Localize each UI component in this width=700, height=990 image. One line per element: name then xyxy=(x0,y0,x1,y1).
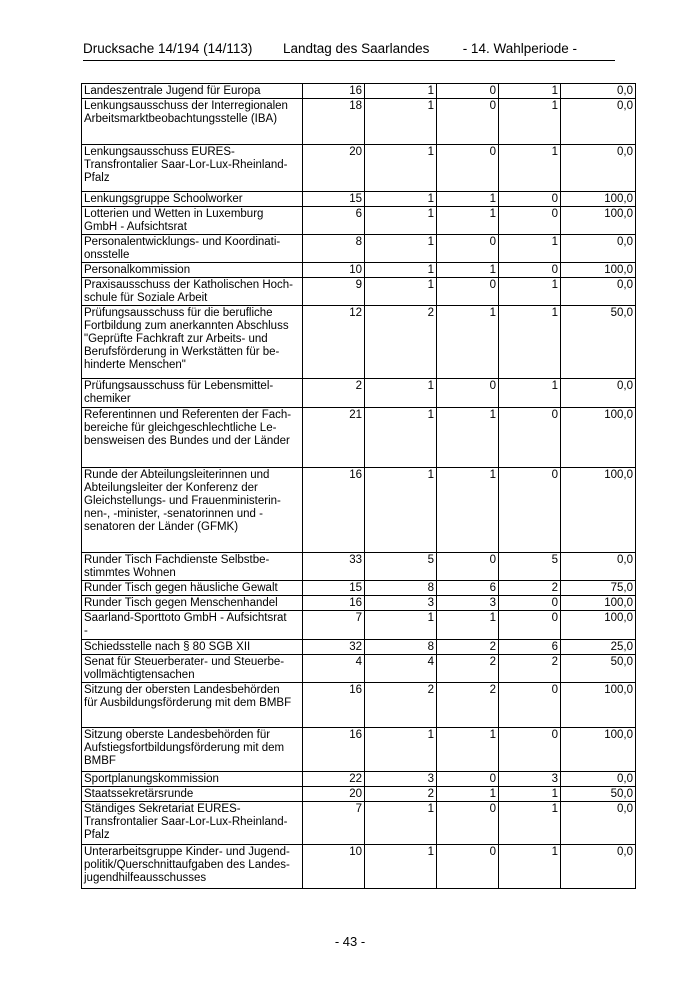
committee-name-cell: Runde der Abteilungsleiterinnen und Abteilungsleiter der Konferenz der Gleichstellungs- und Frauenministerin- nen-, -minister, -senatorinnen und - senatoren der Länder (GFMK) xyxy=(82,468,303,553)
value-cell-2: 1 xyxy=(365,468,437,553)
value-cell-3: 0 xyxy=(437,235,499,263)
value-cell-1: 22 xyxy=(303,772,365,787)
committee-name-cell: Sitzung oberste Landesbehörden für Aufstiegsfortbildungsförderung mit dem BMBF xyxy=(82,728,303,772)
value-cell-3: 1 xyxy=(437,263,499,278)
value-cell-4: 6 xyxy=(499,640,561,655)
value-cell-1: 16 xyxy=(303,84,365,99)
value-cell-4: 3 xyxy=(499,772,561,787)
value-cell-2: 8 xyxy=(365,581,437,596)
value-cell-4: 0 xyxy=(499,408,561,468)
value-cell-1: 18 xyxy=(303,99,365,145)
table-row xyxy=(82,278,636,306)
value-cell-4: 0 xyxy=(499,263,561,278)
percent-cell: 50,0 xyxy=(561,306,636,379)
committee-name-cell: Saarland-Sporttoto GmbH - Aufsichtsrat - xyxy=(82,611,303,640)
value-cell-4: 1 xyxy=(499,99,561,145)
table-row xyxy=(82,802,636,845)
value-cell-4: 1 xyxy=(499,845,561,889)
value-cell-3: 1 xyxy=(437,787,499,802)
table-row xyxy=(82,84,636,99)
value-cell-3: 1 xyxy=(437,306,499,379)
committee-name-cell: Unterarbeitsgruppe Kinder- und Jugend- politik/Querschnittaufgaben des Landes- jugendhilfeausschusses xyxy=(82,845,303,889)
value-cell-2: 2 xyxy=(365,306,437,379)
table-row xyxy=(82,845,636,889)
value-cell-3: 0 xyxy=(437,99,499,145)
value-cell-1: 10 xyxy=(303,845,365,889)
percent-cell: 25,0 xyxy=(561,640,636,655)
value-cell-1: 6 xyxy=(303,207,365,235)
value-cell-3: 3 xyxy=(437,596,499,611)
table-row xyxy=(82,787,636,802)
document-number: Drucksache 14/194 (14/113) xyxy=(83,41,253,56)
value-cell-4: 1 xyxy=(499,278,561,306)
value-cell-4: 1 xyxy=(499,787,561,802)
value-cell-1: 33 xyxy=(303,553,365,581)
value-cell-1: 9 xyxy=(303,278,365,306)
committee-name-cell: Personalkommission xyxy=(82,263,303,278)
value-cell-4: 0 xyxy=(499,596,561,611)
percent-cell: 100,0 xyxy=(561,728,636,772)
value-cell-3: 1 xyxy=(437,611,499,640)
table-row xyxy=(82,683,636,728)
table-row xyxy=(82,553,636,581)
value-cell-1: 16 xyxy=(303,468,365,553)
value-cell-3: 0 xyxy=(437,145,499,192)
percent-cell: 100,0 xyxy=(561,207,636,235)
value-cell-4: 0 xyxy=(499,611,561,640)
committee-name-cell: Sportplanungskommission xyxy=(82,772,303,787)
value-cell-1: 15 xyxy=(303,581,365,596)
percent-cell: 100,0 xyxy=(561,683,636,728)
table-row xyxy=(82,640,636,655)
value-cell-1: 2 xyxy=(303,379,365,408)
value-cell-3: 1 xyxy=(437,728,499,772)
committee-name-cell: Runder Tisch Fachdienste Selbstbe- stimmtes Wohnen xyxy=(82,553,303,581)
value-cell-2: 2 xyxy=(365,683,437,728)
percent-cell: 50,0 xyxy=(561,787,636,802)
value-cell-4: 0 xyxy=(499,207,561,235)
committee-name-cell: Prüfungsausschuss für die berufliche Fortbildung zum anerkannten Abschluss "Geprüfte Fachkraft zur Arbeits- und Berufsförderung in Werkstätten für be- hinderte Menschen" xyxy=(82,306,303,379)
value-cell-4: 1 xyxy=(499,145,561,192)
value-cell-2: 5 xyxy=(365,553,437,581)
value-cell-1: 16 xyxy=(303,596,365,611)
value-cell-3: 0 xyxy=(437,379,499,408)
value-cell-3: 1 xyxy=(437,468,499,553)
table-row xyxy=(82,99,636,145)
percent-cell: 0,0 xyxy=(561,145,636,192)
page-number: - 43 - xyxy=(334,934,366,949)
value-cell-2: 1 xyxy=(365,99,437,145)
table-row xyxy=(82,728,636,772)
table-row xyxy=(82,611,636,640)
value-cell-4: 0 xyxy=(499,192,561,207)
value-cell-4: 1 xyxy=(499,235,561,263)
value-cell-4: 2 xyxy=(499,655,561,683)
value-cell-3: 1 xyxy=(437,207,499,235)
committee-name-cell: Sitzung der obersten Landesbehörden für Ausbildungsförderung mit dem BMBF xyxy=(82,683,303,728)
value-cell-3: 0 xyxy=(437,84,499,99)
value-cell-1: 4 xyxy=(303,655,365,683)
value-cell-4: 1 xyxy=(499,802,561,845)
value-cell-3: 0 xyxy=(437,278,499,306)
committee-name-cell: Lenkungsausschuss der Interregionalen Arbeitsmarktbeobachtungsstelle (IBA) xyxy=(82,99,303,145)
value-cell-1: 15 xyxy=(303,192,365,207)
committee-name-cell: Lotterien und Wetten in Luxemburg GmbH - Aufsichtsrat xyxy=(82,207,303,235)
value-cell-2: 2 xyxy=(365,787,437,802)
value-cell-2: 1 xyxy=(365,263,437,278)
value-cell-2: 1 xyxy=(365,145,437,192)
percent-cell: 0,0 xyxy=(561,235,636,263)
table-row xyxy=(82,379,636,408)
value-cell-3: 6 xyxy=(437,581,499,596)
value-cell-1: 12 xyxy=(303,306,365,379)
value-cell-4: 1 xyxy=(499,379,561,408)
committee-name-cell: Personalentwicklungs- und Koordinati- onsstelle xyxy=(82,235,303,263)
percent-cell: 0,0 xyxy=(561,845,636,889)
committee-name-cell: Runder Tisch gegen häusliche Gewalt xyxy=(82,581,303,596)
percent-cell: 0,0 xyxy=(561,84,636,99)
value-cell-2: 1 xyxy=(365,845,437,889)
value-cell-4: 0 xyxy=(499,683,561,728)
value-cell-3: 0 xyxy=(437,772,499,787)
value-cell-3: 0 xyxy=(437,802,499,845)
committee-name-cell: Praxisausschuss der Katholischen Hoch- schule für Soziale Arbeit xyxy=(82,278,303,306)
percent-cell: 100,0 xyxy=(561,263,636,278)
committee-name-cell: Lenkungsgruppe Schoolworker xyxy=(82,192,303,207)
value-cell-4: 5 xyxy=(499,553,561,581)
percent-cell: 100,0 xyxy=(561,611,636,640)
value-cell-3: 2 xyxy=(437,655,499,683)
committee-name-cell: Referentinnen und Referenten der Fach- bereiche für gleichgeschlechtliche Le- bensweisen des Bundes und der Länder xyxy=(82,408,303,468)
value-cell-1: 21 xyxy=(303,408,365,468)
value-cell-4: 1 xyxy=(499,306,561,379)
value-cell-2: 1 xyxy=(365,235,437,263)
value-cell-2: 1 xyxy=(365,611,437,640)
percent-cell: 75,0 xyxy=(561,581,636,596)
value-cell-1: 7 xyxy=(303,802,365,845)
table-row xyxy=(82,145,636,192)
table-row xyxy=(82,408,636,468)
parliament-name: Landtag des Saarlandes xyxy=(283,41,430,56)
value-cell-4: 0 xyxy=(499,468,561,553)
percent-cell: 100,0 xyxy=(561,468,636,553)
table-row xyxy=(82,235,636,263)
table-row xyxy=(82,306,636,379)
value-cell-2: 1 xyxy=(365,278,437,306)
percent-cell: 50,0 xyxy=(561,655,636,683)
value-cell-1: 7 xyxy=(303,611,365,640)
percent-cell: 0,0 xyxy=(561,99,636,145)
value-cell-3: 0 xyxy=(437,845,499,889)
committee-name-cell: Runder Tisch gegen Menschenhandel xyxy=(82,596,303,611)
percent-cell: 100,0 xyxy=(561,192,636,207)
percent-cell: 0,0 xyxy=(561,772,636,787)
value-cell-3: 0 xyxy=(437,553,499,581)
value-cell-3: 1 xyxy=(437,192,499,207)
value-cell-3: 2 xyxy=(437,683,499,728)
table-row xyxy=(82,192,636,207)
committee-table xyxy=(81,83,636,889)
value-cell-1: 16 xyxy=(303,728,365,772)
value-cell-1: 20 xyxy=(303,145,365,192)
committee-name-cell: Schiedsstelle nach § 80 SGB XII xyxy=(82,640,303,655)
value-cell-2: 3 xyxy=(365,772,437,787)
legislative-period: - 14. Wahlperiode - xyxy=(462,41,577,56)
committee-name-cell: Ständiges Sekretariat EURES- Transfrontalier Saar-Lor-Lux-Rheinland- Pfalz xyxy=(82,802,303,845)
committee-name-cell: Lenkungsausschuss EURES- Transfrontalier Saar-Lor-Lux-Rheinland- Pfalz xyxy=(82,145,303,192)
value-cell-4: 2 xyxy=(499,581,561,596)
value-cell-2: 8 xyxy=(365,640,437,655)
percent-cell: 100,0 xyxy=(561,596,636,611)
committee-name-cell: Staatssekretärsrunde xyxy=(82,787,303,802)
value-cell-2: 1 xyxy=(365,207,437,235)
value-cell-1: 32 xyxy=(303,640,365,655)
table-row xyxy=(82,772,636,787)
value-cell-2: 1 xyxy=(365,192,437,207)
percent-cell: 0,0 xyxy=(561,802,636,845)
value-cell-4: 0 xyxy=(499,728,561,772)
value-cell-3: 2 xyxy=(437,640,499,655)
committee-name-cell: Senat für Steuerberater- und Steuerbe- vollmächtigtensachen xyxy=(82,655,303,683)
value-cell-2: 4 xyxy=(365,655,437,683)
percent-cell: 0,0 xyxy=(561,379,636,408)
value-cell-2: 1 xyxy=(365,728,437,772)
committee-name-cell: Landeszentrale Jugend für Europa xyxy=(82,84,303,99)
table-row xyxy=(82,207,636,235)
value-cell-1: 8 xyxy=(303,235,365,263)
value-cell-1: 10 xyxy=(303,263,365,278)
value-cell-2: 3 xyxy=(365,596,437,611)
table-row xyxy=(82,596,636,611)
table-row xyxy=(82,581,636,596)
table-row xyxy=(82,655,636,683)
value-cell-2: 1 xyxy=(365,802,437,845)
value-cell-2: 1 xyxy=(365,84,437,99)
committee-name-cell: Prüfungsausschuss für Lebensmittel- chemiker xyxy=(82,379,303,408)
percent-cell: 100,0 xyxy=(561,408,636,468)
percent-cell: 0,0 xyxy=(561,553,636,581)
value-cell-2: 1 xyxy=(365,408,437,468)
value-cell-3: 1 xyxy=(437,408,499,468)
table-row xyxy=(82,263,636,278)
value-cell-4: 1 xyxy=(499,84,561,99)
value-cell-1: 20 xyxy=(303,787,365,802)
percent-cell: 0,0 xyxy=(561,278,636,306)
value-cell-1: 16 xyxy=(303,683,365,728)
table-row xyxy=(82,468,636,553)
page-header xyxy=(83,38,615,61)
value-cell-2: 1 xyxy=(365,379,437,408)
